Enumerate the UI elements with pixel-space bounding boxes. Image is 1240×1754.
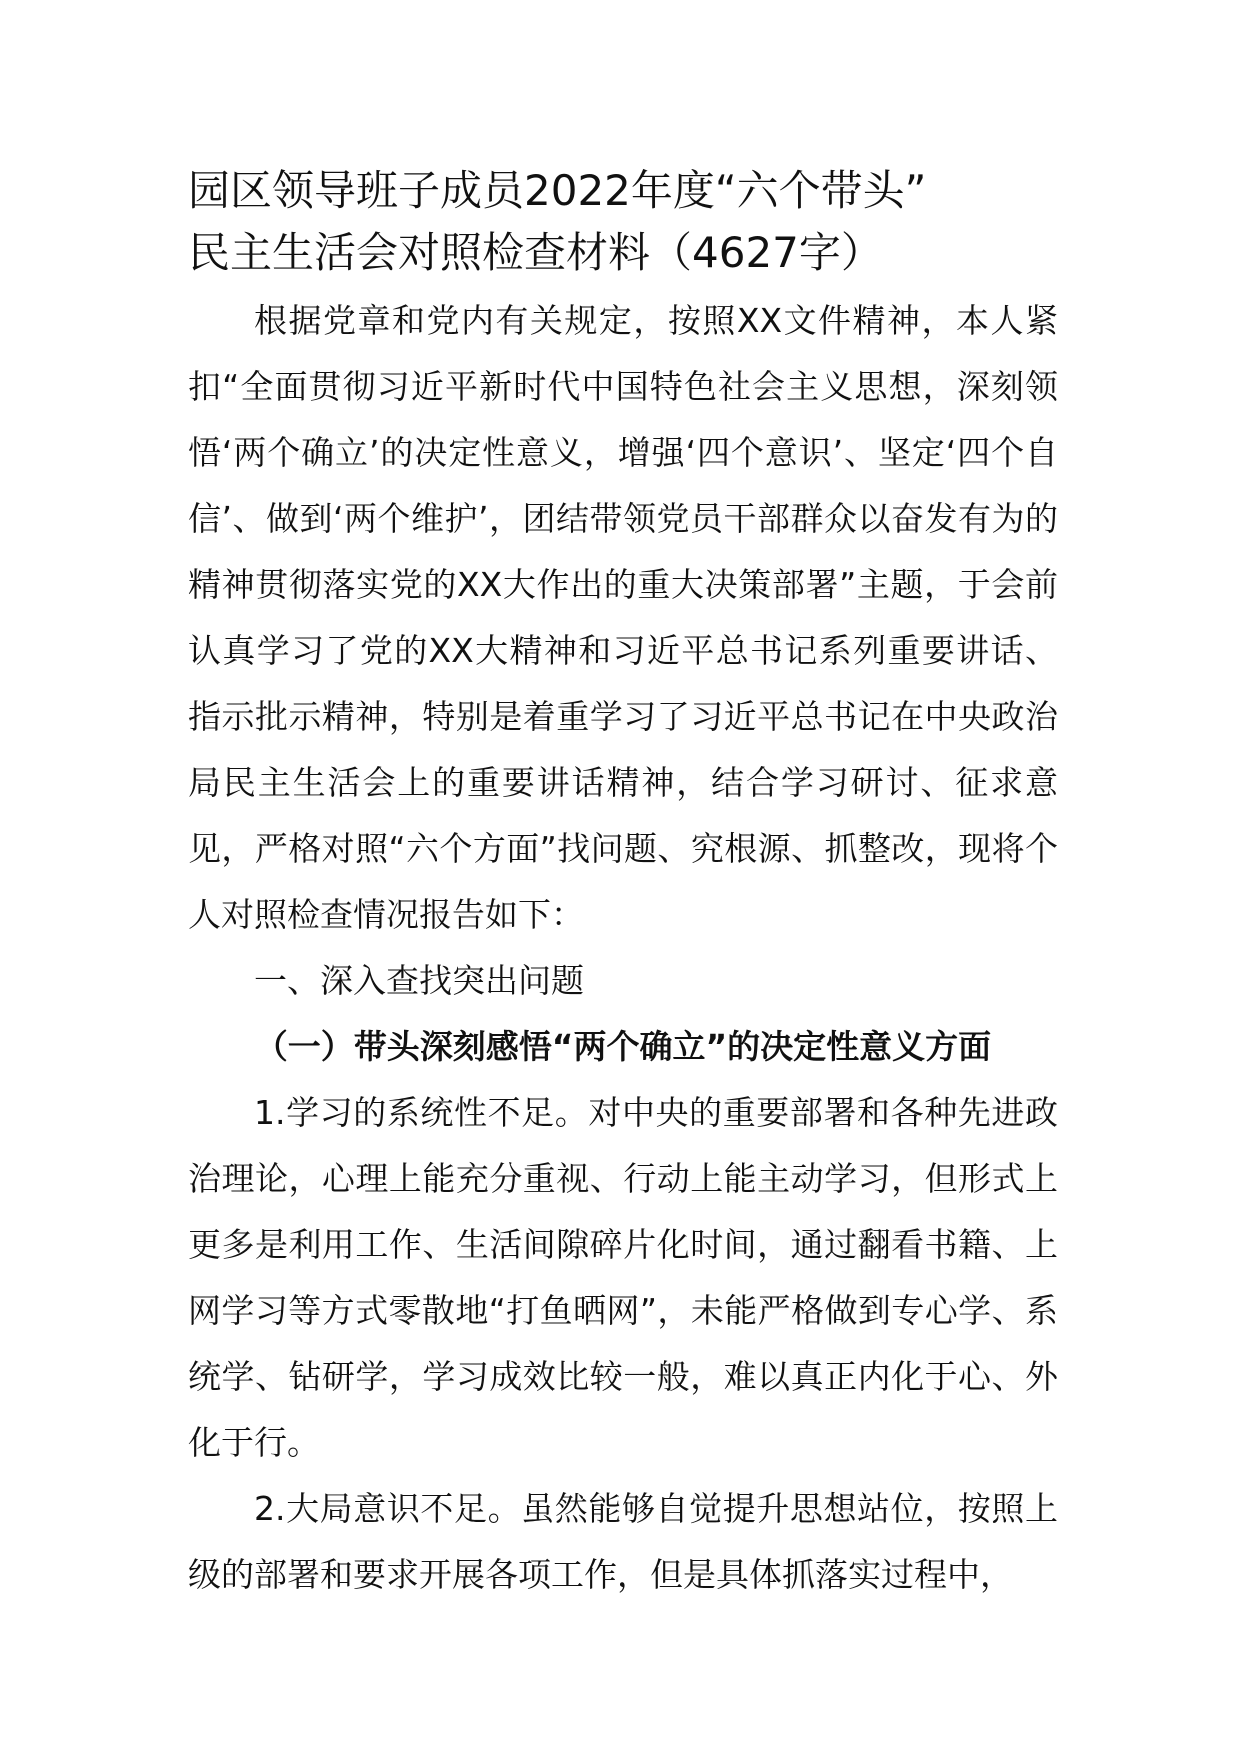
title-line-2: 民主生活会对照检查材料（4627字） — [188, 228, 883, 277]
item-1-paragraph: 1.学习的系统性不足。对中央的重要部署和各种先进政治理论，心理上能充分重视、行动上能主动学习，但形式上更多是利用工作、生活间隙碎片化时间，通过翻看书籍、上网学习等方式零散地“打鱼晒网”，未能严格做到专心学、系统学、钻研学，学习成效比较一般，难以真正内化于心、外化于行。 — [188, 1093, 1058, 1462]
subsection-1-heading: （一）带头深刻感悟“两个确立”的决定性意义方面 — [254, 1027, 992, 1066]
item-2-paragraph: 2.大局意识不足。虽然能够自觉提升思想站位，按照上级的部署和要求开展各项工作，但是具体抓落实过程中， — [188, 1489, 1058, 1594]
intro-paragraph: 根据党章和党内有关规定，按照XX文件精神，本人紧扣“全面贯彻习近平新时代中国特色社会主义思想，深刻领悟‘两个确立’的决定性意义，增强‘四个意识’、坚定‘四个自信’、做到‘两个维护’，团结带领党员干部群众以奋发有为的精神贯彻落实党的XX大作出的重大决策部署”主题，于会前认真学习了党的XX大精神和习近平总书记系列重要讲话、指示批示精神，特别是着重学习了习近平总书记在中央政治局民主生活会上的重要讲话精神，结合学习研讨、征求意见，严格对照“六个方面”找问题、究根源、抓整改，现将个人对照检查情况报告如下： — [188, 301, 1058, 934]
section-1-heading: 一、深入查找突出问题 — [254, 961, 584, 1000]
document-title — [188, 160, 1058, 284]
document-page — [188, 160, 1058, 1608]
title-line-1: 园区领导班子成员2022年度“六个带头” — [188, 166, 927, 215]
